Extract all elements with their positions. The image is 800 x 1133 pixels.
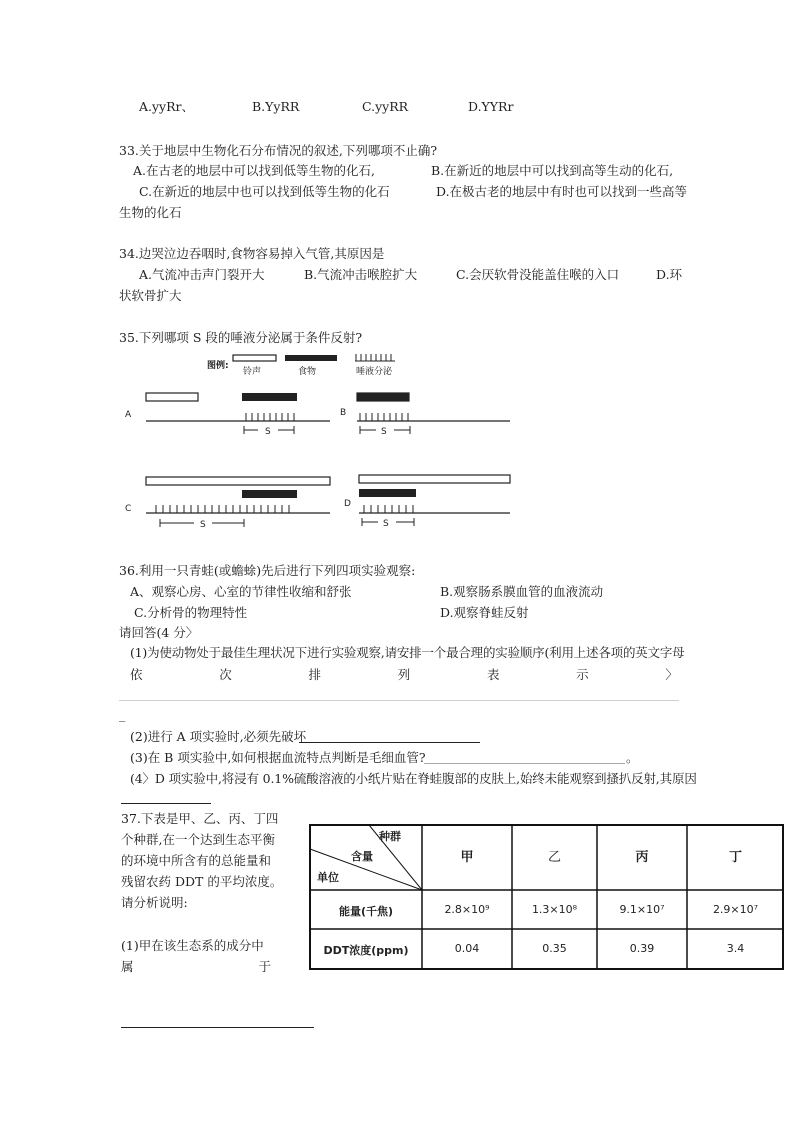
panel-a-s: S <box>265 427 271 437</box>
header-unit: 单位 <box>317 871 339 884</box>
legend-bell-bar <box>233 355 276 361</box>
legend-label: 图例: <box>207 361 229 371</box>
q37-line2: 个种群,在一个达到生态平衡 <box>121 832 275 847</box>
column-header-1: 甲 <box>460 850 474 865</box>
ddt-value-2: 0.35 <box>542 942 567 955</box>
panel-a-bell <box>146 393 198 401</box>
q35-stem: 35.下列哪项 S 段的唾液分泌属于条件反射? <box>119 330 363 345</box>
q33-stem: 33.关于地层中生物化石分布情况的叙述,下列哪项不止确? <box>119 143 438 158</box>
q37-line4: 残留农药 DDT 的平均浓度。 <box>121 874 283 889</box>
q36-sub1-word-3: 排 <box>308 667 321 682</box>
q36-option-a: A、观察心房、心室的节律性收缩和舒张 <box>130 584 352 599</box>
q33-option-b: B.在新近的地层中可以找到高等生动的化石, <box>431 163 674 178</box>
panel-c-label: C <box>125 504 132 514</box>
panel-a-label: A <box>125 410 132 420</box>
column-header-3: 丙 <box>635 850 649 865</box>
q36-sub2-blank <box>299 742 480 743</box>
column-header-4: 丁 <box>728 850 742 865</box>
energy-value-4: 2.9×10⁷ <box>712 903 759 916</box>
legend-saliva-label: 唾液分泌 <box>356 367 393 377</box>
q36-sub1-word-2: 次 <box>219 667 232 682</box>
panel-c-bell <box>146 477 330 485</box>
q36-sub1-word-5: 表 <box>486 667 500 682</box>
energy-value-2: 1.3×10⁸ <box>531 903 578 916</box>
q36-dash: _ <box>119 707 126 722</box>
q32-option-a: A.yyRr、 <box>139 99 195 114</box>
q34-option-d-cont: 状软骨扩大 <box>119 288 182 303</box>
q36-sub3-end: 。 <box>626 750 639 765</box>
q36-sub1-line1: (1)为使动物处于最佳生理状况下进行实验观察,请安排一个最合理的实验顺序(利用上述各项的英文字母 <box>130 645 685 660</box>
panel-d-s: S <box>383 519 389 529</box>
q34-option-b: B.气流冲击喉腔扩大 <box>304 267 418 282</box>
q36-sub4: (4〉D 项实验中,将浸有 0.1%硫酸溶液的小纸片贴在脊蛙腹部的皮肤上,始终未能观察到搔扒反射,其原因 <box>130 771 697 786</box>
q37-sub1-line2 <box>121 959 271 975</box>
q37-line3: 的环境中所含有的总能量和 <box>121 853 272 868</box>
q36-option-d: D.观察脊蛙反射 <box>440 605 529 620</box>
ddt-value-1: 0.04 <box>454 942 480 955</box>
q32-option-b: B.YyRR <box>252 99 300 114</box>
q36-answer-line-2 <box>121 803 211 804</box>
q36-option-b: B.观察肠系膜血管的血液流动 <box>440 584 604 599</box>
q36-sub1-word-7: 〉 <box>665 667 678 682</box>
q36-sub1-word-6: 示 <box>576 667 589 682</box>
q36-stem: 36.利用一只青蛙(或蟾蜍)先后进行下列四项实验观察: <box>119 563 416 578</box>
q36-sub1-line2 <box>130 667 678 683</box>
panel-d-label: D <box>344 499 351 509</box>
energy-value-3: 9.1×10⁷ <box>619 903 665 916</box>
q33-option-d-cont: 生物的化石 <box>119 205 182 220</box>
q36-answer-line-1 <box>119 700 679 701</box>
panel-a-saliva <box>246 413 294 421</box>
legend-food-label: 食物 <box>298 367 317 377</box>
q34-option-d: D.环 <box>656 267 683 282</box>
header-content: 含量 <box>351 850 373 863</box>
q37-sub1-word-1: 属 <box>121 959 134 974</box>
q34-option-a: A.气流冲击声门裂开大 <box>139 267 265 282</box>
panel-a-food <box>242 393 297 401</box>
q35-figure <box>0 350 800 550</box>
panel-c-food <box>242 490 297 498</box>
q36-sub3: (3)在 B 项实验中,如何根据血流特点判断是毛细血管? <box>130 750 426 765</box>
q36-sub2: (2)进行 A 项实验时,必须先破坏 <box>130 729 307 744</box>
panel-d-saliva <box>364 505 413 513</box>
panel-c-s: S <box>200 520 206 530</box>
panel-d-food <box>359 489 416 497</box>
q32-option-c: C.yyRR <box>362 99 409 114</box>
q36-sub1-word-1: 依 <box>130 667 143 682</box>
q37-line5: 请分析说明: <box>121 895 188 910</box>
q33-option-c: C.在新近的地层中也可以找到低等生物的化石 <box>139 184 390 199</box>
legend-bell-label: 铃声 <box>243 367 262 377</box>
q36-sub3-blank <box>424 763 625 764</box>
panel-b-label: B <box>340 408 347 418</box>
row-label-energy: 能量(千焦) <box>338 905 394 918</box>
q36-option-c: C.分析骨的物理特性 <box>134 605 248 620</box>
q33-option-a: A.在古老的地层中可以找到低等生物的化石, <box>133 163 375 178</box>
q34-stem: 34.边哭泣边吞咽时,食物容易掉入气管,其原因是 <box>119 246 385 261</box>
ddt-value-3: 0.39 <box>629 942 655 955</box>
panel-b-s: S <box>381 427 387 437</box>
panel-d-bell <box>359 475 510 483</box>
q37-sub1: (1)甲在该生态系的成分中 <box>121 938 264 953</box>
q37-sub1-word-2: 于 <box>258 959 271 974</box>
energy-value-1: 2.8×10⁹ <box>444 903 490 916</box>
q36-sub1-word-4: 列 <box>397 667 411 682</box>
q32-option-d: D.YYRr <box>468 99 514 114</box>
q37-answer-line <box>121 1027 314 1028</box>
legend-saliva-ticks <box>355 354 395 361</box>
q37-line1: 37.下表是甲、乙、丙、丁四 <box>121 811 279 826</box>
legend-food-bar <box>285 355 337 361</box>
q37-table <box>309 824 784 970</box>
row-label-ddt: DDT浓度(ppm) <box>323 944 409 957</box>
panel-b-saliva <box>360 413 408 421</box>
q36-prompt: 请回答(4 分〉 <box>119 625 199 640</box>
header-species: 种群 <box>379 830 401 843</box>
panel-b-food <box>357 393 409 401</box>
ddt-value-4: 3.4 <box>726 942 745 955</box>
q34-option-c: C.会厌软骨没能盖住喉的入口 <box>456 267 620 282</box>
column-header-2: 乙 <box>547 850 561 865</box>
q33-option-d: D.在极古老的地层中有时也可以找到一些高等 <box>436 184 688 199</box>
panel-c-saliva <box>156 505 289 513</box>
